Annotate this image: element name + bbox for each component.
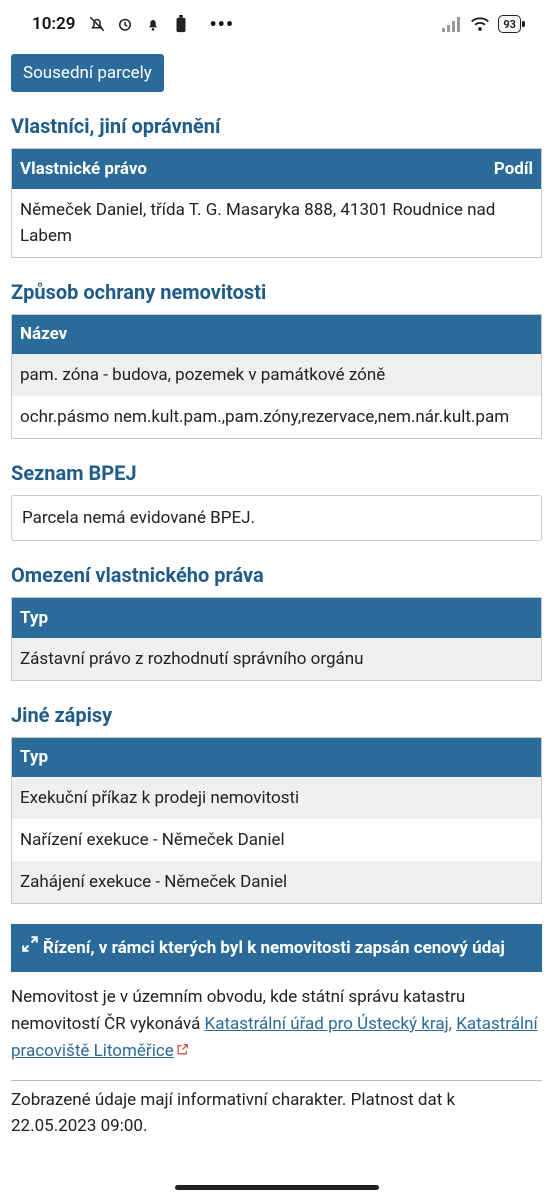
table-row bbox=[12, 777, 542, 819]
owners-col-share: Podíl bbox=[393, 149, 542, 189]
bpej-note: Parcela nemá evidované BPEJ. bbox=[11, 495, 542, 541]
restrictions-table bbox=[11, 597, 542, 681]
bell-off-icon bbox=[87, 14, 107, 34]
office-text: Nemovitost je v územním obvodu, kde státní správu katastru nemovitostí ČR vykonává bbox=[11, 987, 466, 1034]
table-row bbox=[12, 638, 542, 681]
owners-col-right: Vlastnické právo bbox=[12, 149, 393, 189]
footer-text: Zobrazené údaje mají informativní charakter. Platnost dat k 22.05.2023 09:00. bbox=[11, 1090, 456, 1136]
table-row bbox=[12, 819, 542, 861]
price-section-label: Řízení, v rámci kterých byl k nemovitosti zapsán cenový údaj bbox=[43, 938, 505, 958]
office-link-region[interactable]: Katastrální úřad pro Ústecký kraj, bbox=[204, 1014, 452, 1034]
status-left bbox=[32, 12, 234, 36]
table-row bbox=[12, 354, 542, 396]
bpej-heading: Seznam BPEJ bbox=[11, 461, 137, 485]
divider bbox=[11, 1080, 542, 1081]
restriction-cell: Zástavní právo z rozhodnutí správního orgánu bbox=[12, 638, 542, 681]
table-row bbox=[12, 861, 542, 904]
gesture-bar[interactable] bbox=[175, 1185, 379, 1190]
status-right bbox=[442, 14, 521, 34]
other-cell: Nařízení exekuce - Němeček Daniel bbox=[12, 819, 542, 861]
protection-cell: pam. zóna - budova, pozemek v památkové zóně bbox=[12, 354, 542, 396]
more-icon: ••• bbox=[209, 12, 235, 36]
status-bar bbox=[0, 0, 553, 48]
table-row bbox=[12, 396, 542, 439]
expand-icon bbox=[21, 934, 39, 962]
status-time: 10:29 bbox=[32, 14, 76, 34]
other-heading: Jiné zápisy bbox=[11, 702, 113, 727]
alarm-icon bbox=[115, 14, 135, 34]
other-table bbox=[11, 737, 542, 905]
notification-icon bbox=[143, 14, 163, 34]
restrictions-heading: Omezení vlastnického práva bbox=[11, 563, 264, 587]
external-link-icon bbox=[176, 1039, 189, 1066]
protection-heading: Způsob ochrany nemovitosti bbox=[11, 279, 267, 304]
protection-col-name: Název bbox=[12, 314, 542, 354]
office-link-branch[interactable]: Katastrální pracoviště Litoměřice bbox=[11, 1014, 538, 1061]
protection-cell: ochr.pásmo nem.kult.pam.,pam.zóny,rezervace,nem.nár.kult.pam bbox=[12, 396, 542, 439]
protection-table bbox=[11, 314, 542, 440]
owners-table bbox=[11, 148, 542, 258]
other-cell: Zahájení exekuce - Němeček Daniel bbox=[12, 861, 542, 904]
table-row bbox=[12, 189, 542, 258]
battery-saver-icon bbox=[171, 14, 191, 34]
owner-cell: Němeček Daniel, třída T. G. Masaryka 888, 41301 Roudnice nad Labem bbox=[12, 189, 542, 258]
office-paragraph bbox=[11, 984, 542, 1066]
neighbors-button[interactable]: Sousední parcely bbox=[11, 54, 164, 92]
restrictions-col-type: Typ bbox=[12, 598, 542, 638]
other-col-type: Typ bbox=[12, 737, 542, 777]
signal-icon bbox=[442, 14, 462, 34]
other-cell: Exekuční příkaz k prodeji nemovitosti bbox=[12, 777, 542, 819]
price-section-toggle[interactable] bbox=[11, 924, 542, 972]
wifi-icon bbox=[470, 14, 490, 34]
owners-heading: Vlastníci, jiní oprávnění bbox=[11, 114, 221, 138]
main-content bbox=[0, 48, 553, 1139]
battery-indicator: 93 bbox=[498, 15, 521, 33]
